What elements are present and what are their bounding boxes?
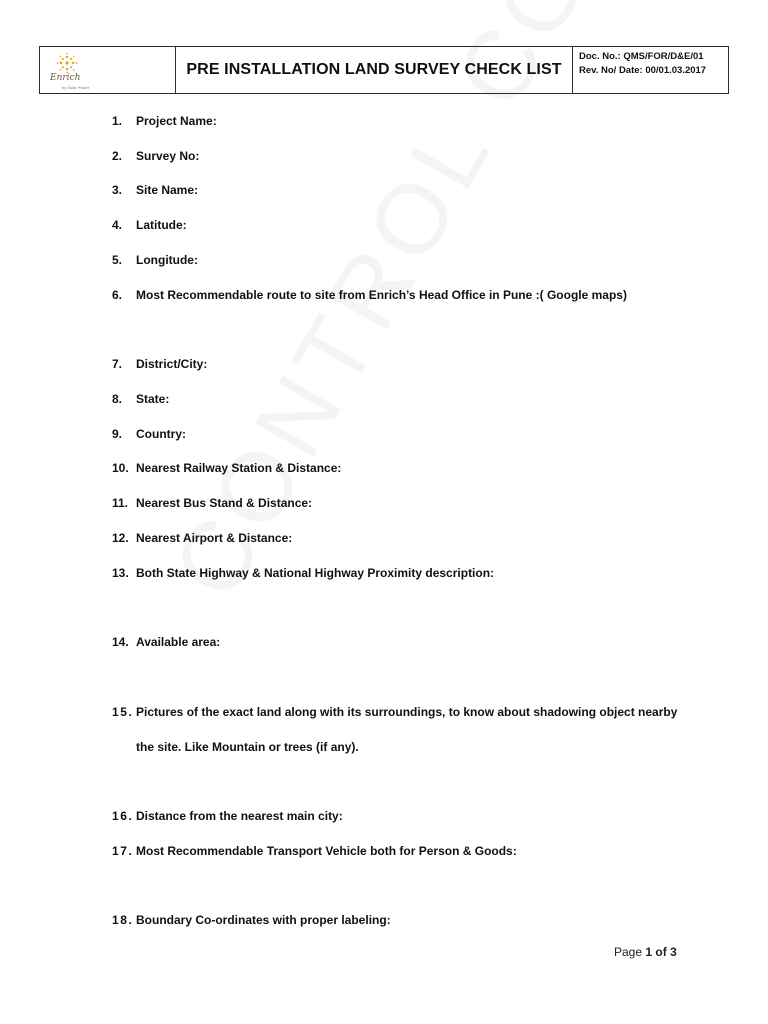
item-number: 4. (112, 218, 123, 232)
item-number: 17. (112, 844, 134, 858)
item-label: Nearest Airport & Distance: (136, 531, 293, 545)
item-label: Longitude: (136, 253, 198, 267)
item-number: 15. (112, 705, 134, 719)
revision-date: Rev. No/ Date: 00/01.03.2017 (579, 65, 707, 76)
item-number: 3. (112, 183, 123, 197)
logo-wordmark: Enrich (50, 73, 81, 83)
item-number: 11. (112, 496, 129, 510)
item-number: 18. (112, 913, 134, 927)
item-label: Latitude: (136, 218, 187, 232)
item-label: Country: (136, 427, 186, 441)
doc-number: Doc. No.: QMS/FOR/D&E/01 (579, 51, 704, 62)
item-number: 8. (112, 392, 123, 406)
item-number: 9. (112, 427, 123, 441)
item-label: Site Name: (136, 183, 199, 197)
item-number: 1. (112, 114, 123, 128)
item-number: 7. (112, 357, 123, 371)
item-label: Nearest Railway Station & Distance: (136, 461, 342, 475)
item-number: 16. (112, 809, 134, 823)
page-number (614, 945, 677, 959)
item-number: 6. (112, 288, 123, 302)
item-label: Available area: (136, 635, 221, 649)
item-number: 13. (112, 566, 129, 580)
document-title: PRE INSTALLATION LAND SURVEY CHECK LIST (176, 47, 573, 93)
item-label: Most Recommendable route to site from Enrich’s Head Office in Pune :( Google maps) (136, 288, 627, 302)
item-label: the site. Like Mountain or trees (if any). (136, 740, 359, 754)
item-label: Most Recommendable Transport Vehicle both for Person & Goods: (136, 844, 517, 858)
item-label: Nearest Bus Stand & Distance: (136, 496, 313, 510)
page-total: 3 (670, 945, 677, 959)
item-number: 12. (112, 531, 129, 545)
item-label: Survey No: (136, 149, 200, 163)
item-label: Pictures of the exact land along with its surroundings, to know about shadowing object nearby (136, 705, 678, 719)
page-of: of (655, 945, 667, 959)
item-number: 10. (112, 461, 129, 475)
item-number: 14. (112, 635, 129, 649)
item-number: 2. (112, 149, 123, 163)
item-label: Distance from the nearest main city: (136, 809, 343, 823)
page-current: 1 (645, 945, 653, 959)
item-label: Both State Highway & National Highway Proximity description: (136, 566, 495, 580)
item-number: 5. (112, 253, 123, 267)
item-label: Boundary Co-ordinates with proper labeling: (136, 913, 391, 927)
item-label: State: (136, 392, 170, 406)
item-label: Project Name: (136, 114, 217, 128)
page-word: Page (614, 945, 643, 959)
logo-tagline: by Solar Power (62, 85, 90, 90)
item-label: District/City: (136, 357, 208, 371)
